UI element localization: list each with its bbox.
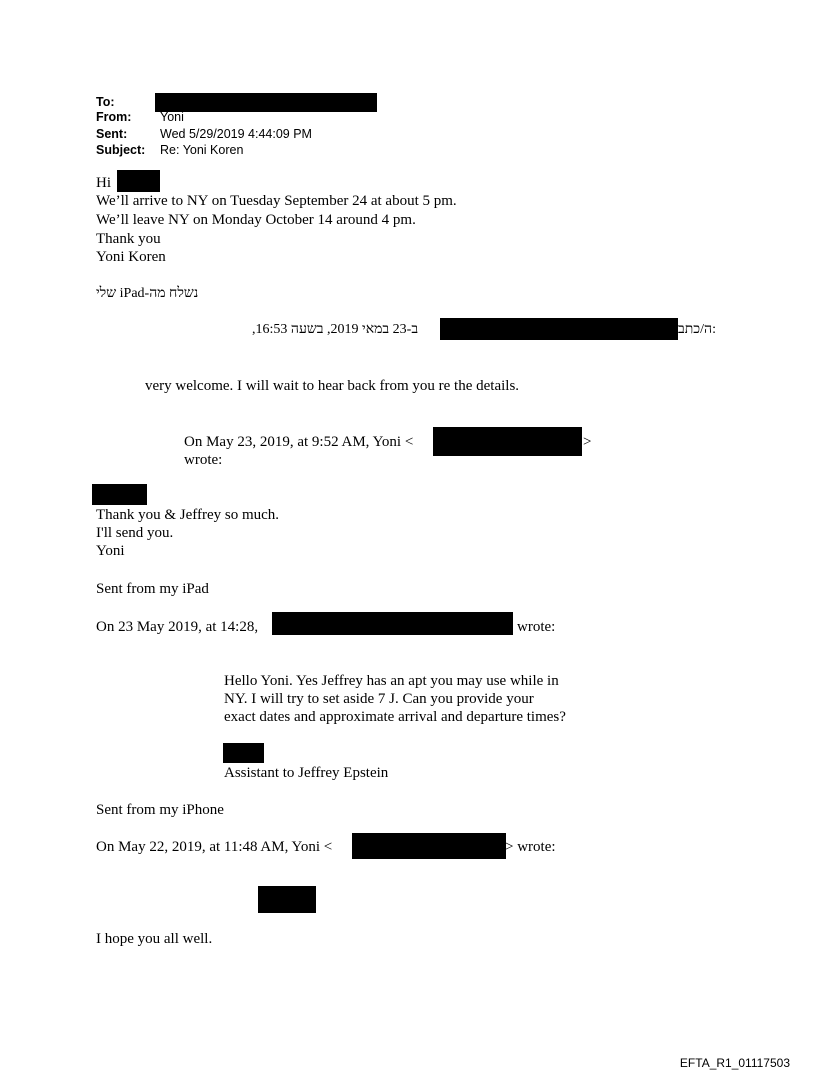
message3-sent-from: Sent from my iPhone: [96, 802, 224, 818]
message3-attribution-start: On May 22, 2019, at 11:48 AM, Yoni <: [96, 839, 333, 855]
reply-line-1: We’ll arrive to NY on Tuesday September 24 at about 5 pm.: [96, 193, 457, 209]
sent-row: [0, 127, 816, 142]
from-row: [0, 110, 816, 125]
subject-label: Subject:: [96, 143, 146, 157]
sent-label: Sent:: [96, 127, 128, 141]
redacted-sender-2: [272, 612, 513, 635]
message3-line-2: NY. I will try to set aside 7 J. Can you provide your: [224, 691, 534, 707]
message2-sent-from: Sent from my iPad: [96, 581, 209, 597]
redacted-assistant-name: [223, 743, 264, 763]
quote1-body: very welcome. I will wait to hear back from you re the details.: [145, 378, 520, 394]
subject-value: Re: Yoni Koren: [160, 143, 244, 157]
message3-line-3: exact dates and approximate arrival and departure times?: [224, 709, 566, 725]
quote2-attribution-start: On May 23, 2019, at 9:52 AM, Yoni <: [184, 434, 414, 450]
redacted-salutation-2: [258, 886, 316, 913]
redacted-hebrew-sender: [440, 318, 678, 340]
subject-row: [0, 143, 816, 158]
redacted-email-address-2: [352, 833, 506, 859]
reply-line-3: Thank you: [96, 231, 161, 247]
sent-value: Wed 5/29/2019 4:44:09 PM: [160, 127, 312, 141]
message2-wrote: wrote:: [517, 619, 556, 635]
hebrew-attribution-date: ב-23 במאי 2019, בשעה 16:53,: [252, 322, 419, 337]
to-label: To:: [96, 95, 115, 109]
sent-from-ipad-hebrew: נשלח מה-iPad שלי: [96, 286, 199, 301]
message2-line-3: Yoni: [96, 543, 125, 559]
message2-line-2: I'll send you.: [96, 525, 174, 541]
redacted-greeting-name: [117, 170, 160, 192]
message3-attribution-end: > wrote:: [505, 839, 556, 855]
message3-line-1: Hello Yoni. Yes Jeffrey has an apt you may use while in: [224, 673, 559, 689]
redacted-salutation: [92, 484, 147, 505]
greeting: Hi: [96, 175, 111, 191]
redacted-email-address-1: [433, 427, 582, 456]
from-value: Yoni: [160, 110, 184, 124]
reply-line-2: We’ll leave NY on Monday October 14 around 4 pm.: [96, 212, 416, 228]
hebrew-attribution-wrote: :ה/כתב: [678, 322, 716, 337]
message3-signature-title: Assistant to Jeffrey Epstein: [224, 765, 389, 781]
quote2-wrote: wrote:: [184, 452, 223, 468]
message4-line-1: I hope you all well.: [96, 931, 213, 947]
quote2-attribution-end: >: [583, 434, 592, 450]
message2-attribution: On 23 May 2019, at 14:28,: [96, 619, 259, 635]
from-label: From:: [96, 110, 132, 124]
quote2-attribution: [184, 433, 413, 451]
message2-line-1: Thank you & Jeffrey so much.: [96, 507, 280, 523]
to-row: [0, 95, 816, 110]
document-id: EFTA_R1_01117503: [679, 1056, 790, 1070]
reply-signature: Yoni Koren: [96, 249, 166, 265]
